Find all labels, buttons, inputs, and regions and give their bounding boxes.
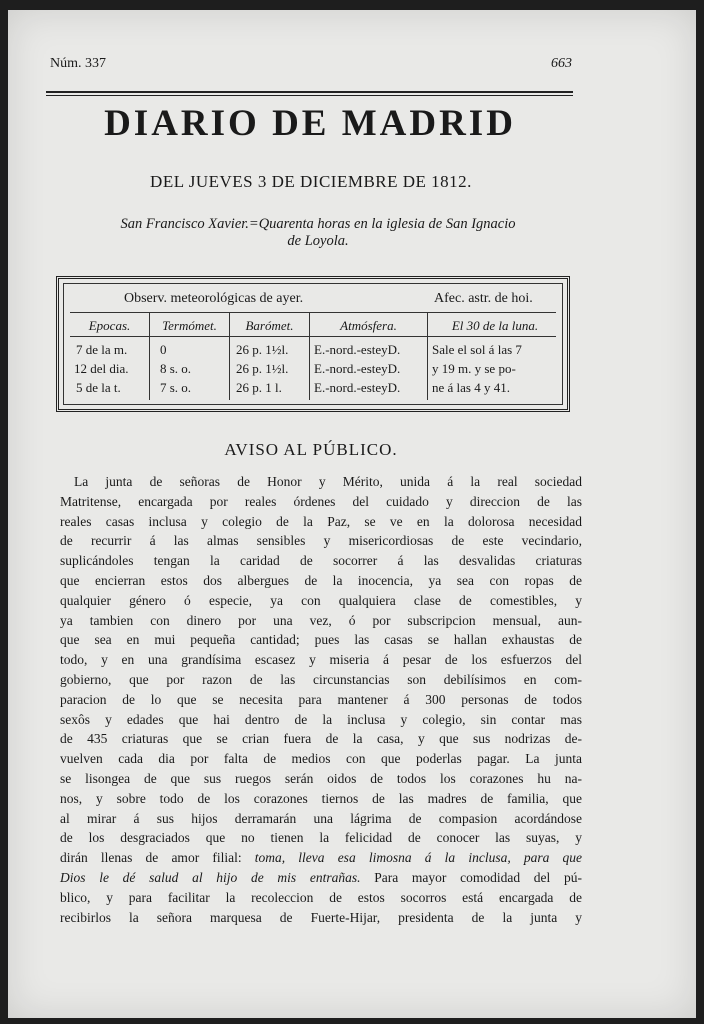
notice-line: nos, y sobre todo de los corazones tiernos de las madres de familia, que [60, 790, 582, 806]
notice-line: La junta de señoras de Honor y Mérito, unida á la real sociedad [74, 474, 582, 489]
saints-of-day [58, 216, 578, 250]
weather-rule-1 [70, 312, 556, 313]
quote-italic: toma, lleva esa limosna á la inclusa, para que [254, 850, 583, 866]
notice-line-with-quote [60, 868, 582, 888]
astro-line-3: ne á las 4 y 41. [432, 380, 510, 395]
row1-atmosfera: E.-nord.-esteyD. [314, 342, 401, 357]
notice-line-with-quote [60, 848, 582, 868]
col-head-luna: El 30 de la luna. [451, 318, 539, 333]
notice-line: al mirar á sus hijos derramarán una lágrima de compasion acordándose [60, 810, 582, 826]
notice-line: de 435 criaturas que se crian fuera de la casa, y que sus nodrizas de- [60, 731, 582, 747]
dateline: DEL JUEVES 3 DE DICIEMBRE DE 1812. [150, 172, 472, 191]
weather-rule-2 [70, 336, 556, 337]
page-number: 663 [551, 56, 572, 71]
col-head-termometro: Termómet. [162, 318, 217, 333]
quote-italic: Dios le dé salud al hijo de mis entrañas. [60, 869, 361, 885]
notice-line: se lisongea de que sus ruegos serán oidos de todos los corazones hu na- [60, 770, 582, 786]
notice-line: que sea en mui pequeña cantidad; pues las casas se hallan exhaustas de [60, 632, 582, 648]
notice-line: gobierno, que por razon de las circunstancias son debilísimos en com- [60, 671, 582, 687]
notice-line: vuelven cada dia por falta de medios con que poderlas pagar. La junta [60, 751, 582, 767]
row3-termometro: 7 s. o. [160, 380, 192, 395]
notice-line-text: dirán llenas de amor filial: [60, 850, 242, 866]
notice-line: recibirlos la señora marquesa de Fuerte-Hijar, presidenta de la junta y [60, 909, 582, 925]
header-rule-bottom [46, 95, 573, 96]
notice-line: de recurrir á las almas sensibles y misericordiosas de este vecindario, [60, 533, 582, 549]
astro-line-1: Sale el sol á las 7 [432, 342, 522, 357]
notice-line: reales casas inclusa y colegio de la Paz, se ve en la dolorosa necesidad [60, 513, 582, 529]
issue-number: Núm. 337 [50, 56, 106, 71]
weather-table-frame [63, 283, 563, 405]
masthead-title: DIARIO DE MADRID [104, 103, 516, 144]
saints-line-1: San Francisco Xavier.=Quarenta horas en la iglesia de San Ignacio [120, 216, 516, 232]
notice-body [60, 472, 582, 927]
row1-barometro: 26 p. 1½l. [236, 342, 289, 357]
newspaper-page [8, 10, 696, 1018]
notice-line: Matritense, encargada por reales órdenes del cuidado y direccion de las [60, 493, 582, 509]
weather-title-observations: Observ. meteorológicas de ayer. [124, 291, 304, 306]
notice-line: sexôs y edades que hai dentro de la inclusa y colegio, sin contar mas [60, 711, 582, 727]
row3-epoca: 5 de la t. [76, 380, 121, 395]
col-head-atmosfera: Atmósfera. [340, 318, 397, 333]
notice-line: todo, y en una grandísima escasez y miseria á pesar de los esfuerzos del [60, 652, 582, 668]
saints-line-2: de Loyola. [287, 233, 349, 249]
notice-line: qualquier género ó especie, ya con qualquiera clase de comestibles, y [60, 592, 582, 608]
weather-title-astro: Afec. astr. de hoi. [434, 291, 533, 306]
notice-line: ya tambien con dinero por una vez, ó por subscripcion mensual, aun- [60, 612, 582, 628]
header-rule-top [46, 91, 573, 93]
col-head-epocas: Epocas. [88, 318, 131, 333]
row2-epoca: 12 del dia. [74, 361, 129, 376]
row2-atmosfera: E.-nord.-esteyD. [314, 361, 401, 376]
astro-line-2: y 19 m. y se po- [432, 361, 516, 376]
notice-line: que encierran estos dos albergues de la inocencia, ya sea con ropas de [60, 572, 582, 588]
row2-barometro: 26 p. 1½l. [236, 361, 289, 376]
notice-line: blico, y para facilitar la recoleccion de estos socorros está encargada de [60, 889, 582, 905]
row1-epoca: 7 de la m. [76, 342, 128, 357]
notice-line: suplicándoles tengan la caridad de socorrer á las desvalidas criaturas [60, 553, 582, 569]
notice-line: paracion de lo que se necesita para mantener á 300 personas de todos [60, 691, 582, 707]
row1-termometro: 0 [160, 342, 167, 357]
col-head-barometro: Barómet. [245, 318, 294, 333]
notice-heading: AVISO AL PÚBLICO. [224, 440, 398, 459]
row2-termometro: 8 s. o. [160, 361, 192, 376]
row3-barometro: 26 p. 1 l. [236, 380, 282, 395]
row3-atmosfera: E.-nord.-esteyD. [314, 380, 401, 395]
weather-table [56, 276, 570, 412]
notice-line-text: Para mayor comodidad del pú- [360, 869, 582, 885]
notice-line: de los desgraciados que no tienen la felicidad de conocer las suyas, y [60, 830, 582, 846]
